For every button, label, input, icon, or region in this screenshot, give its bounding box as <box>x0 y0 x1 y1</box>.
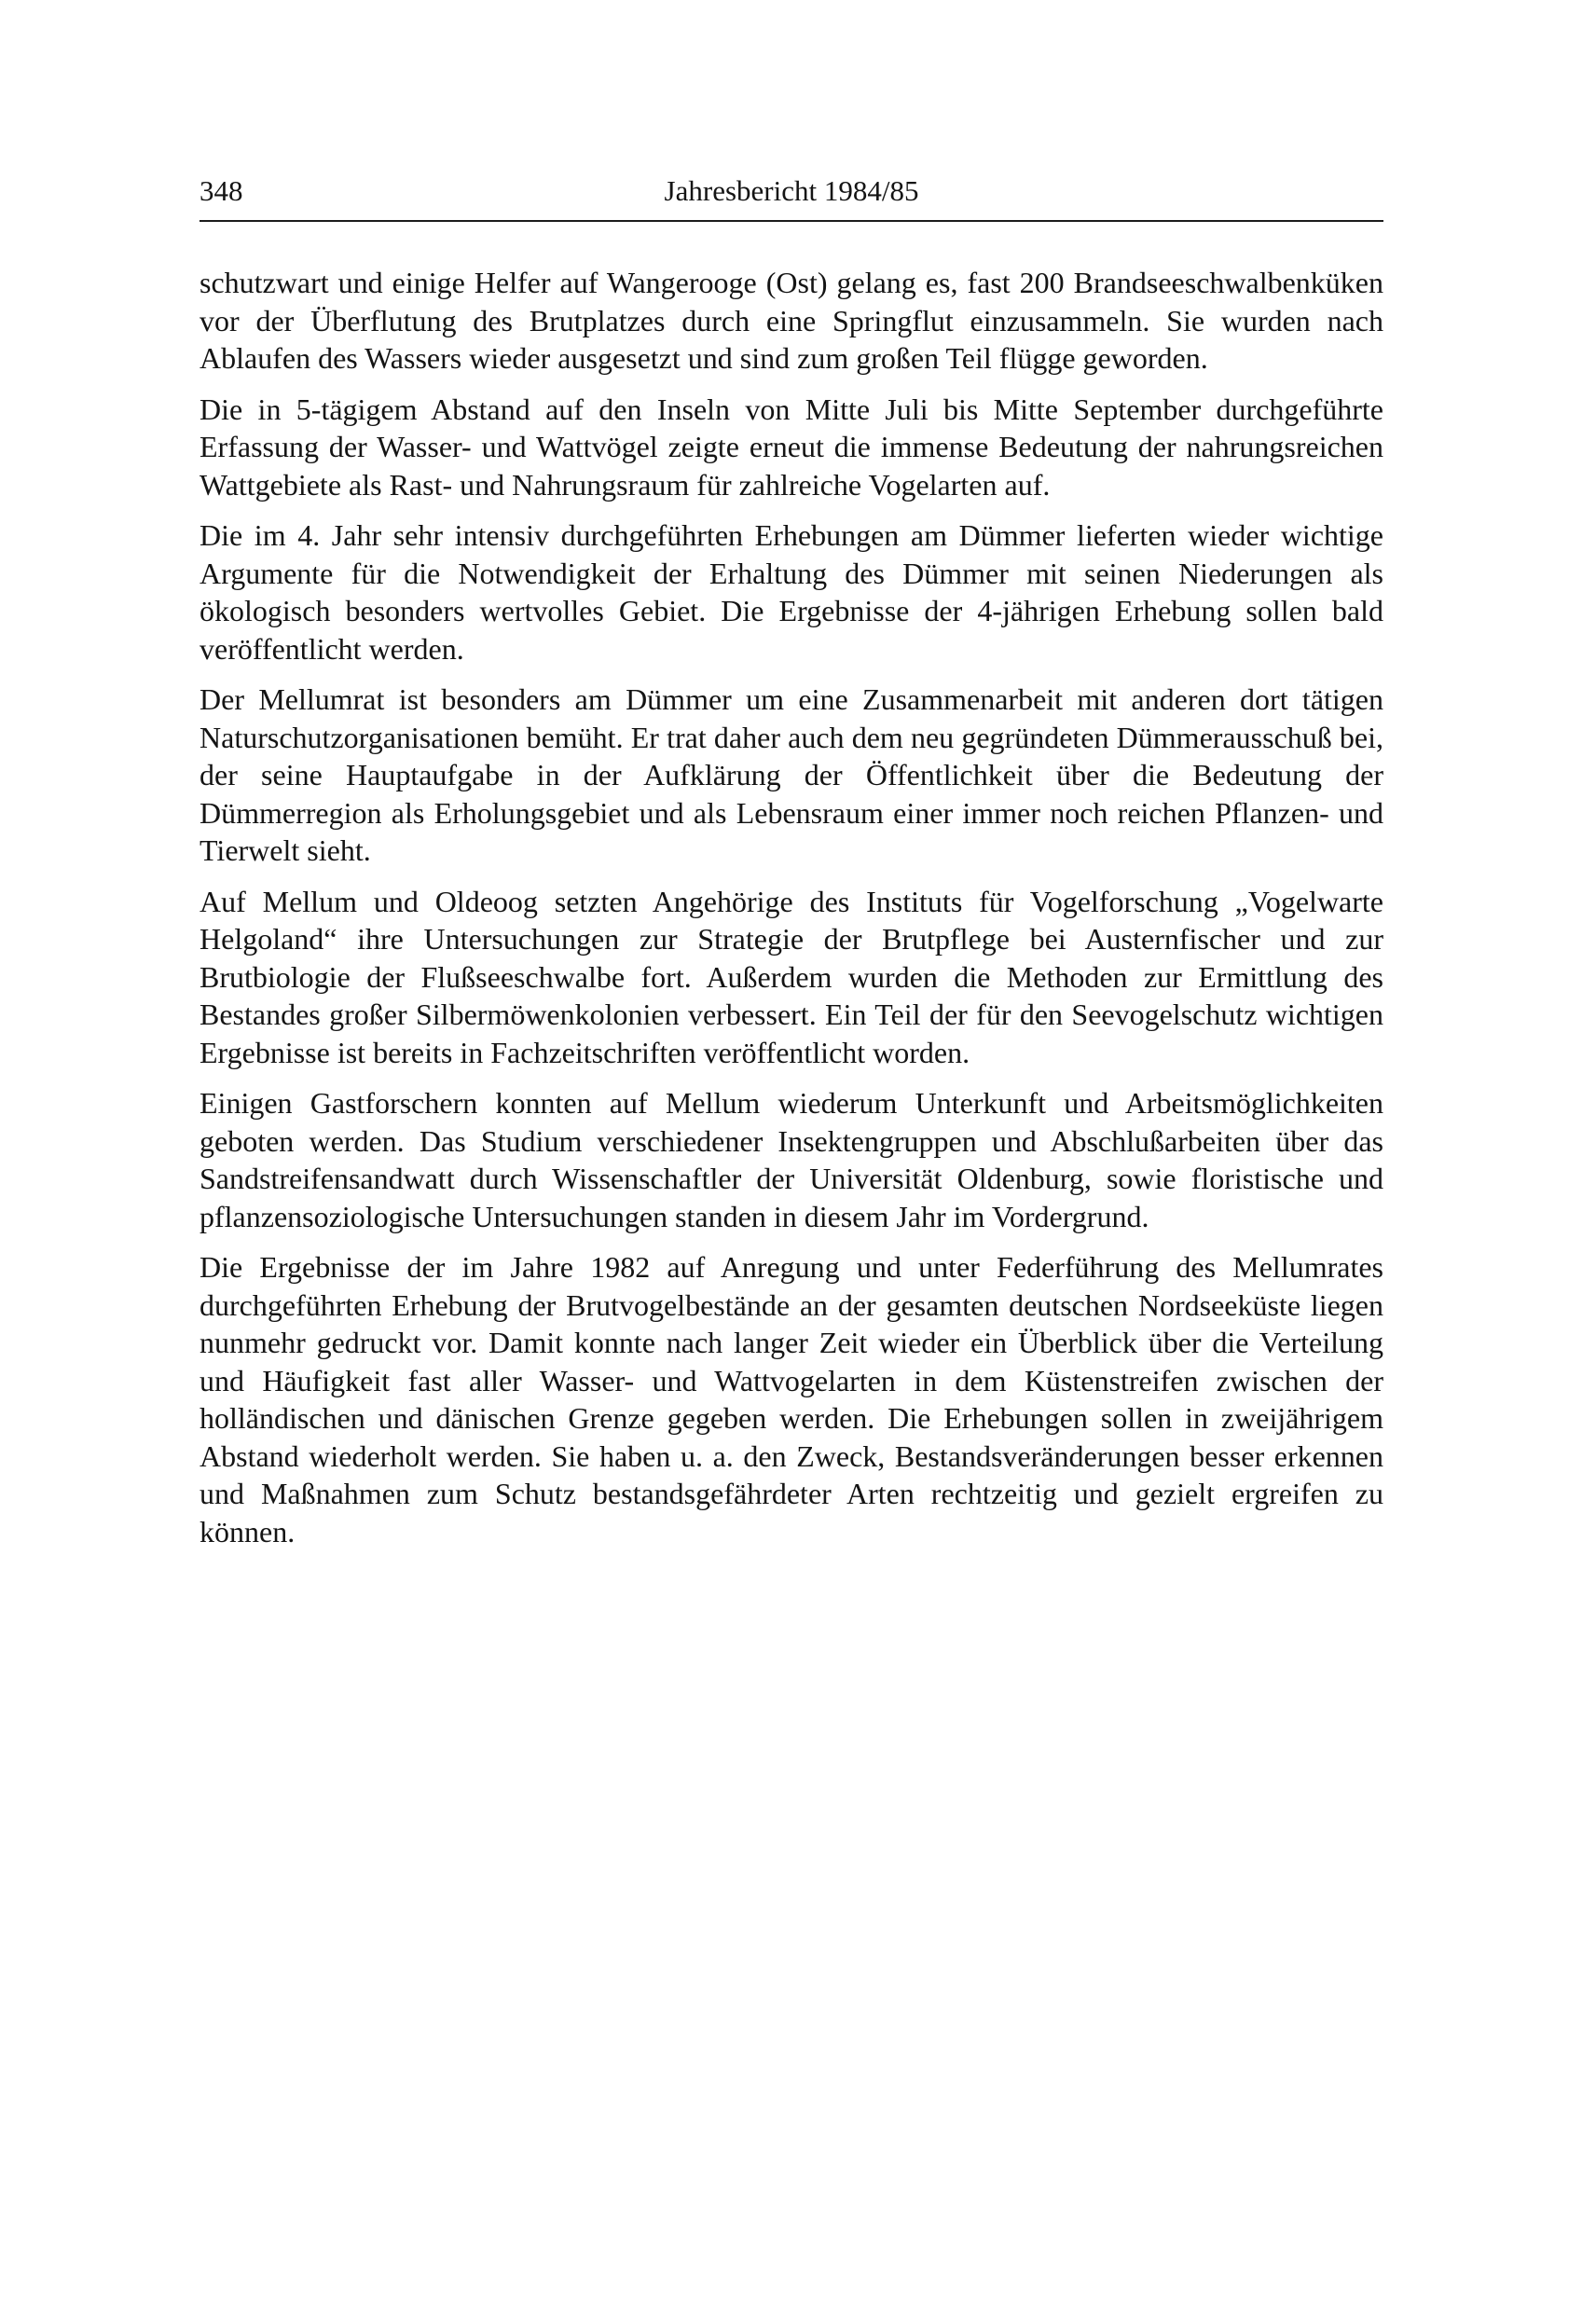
paragraph: Einigen Gastforschern konnten auf Mellum wiederum Unterkunft und Arbeitsmöglichkeiten geboten werden. Das Studium verschiedener Insektengruppen und Abschlußarbeiten über das Sandstreifensandwatt durch Wissenschaftler der Universität Oldenburg, sowie floristische und pflanzensoziologische Untersuchungen standen in diesem Jahr im Vordergrund. <box>200 1086 1383 1233</box>
paragraph: Auf Mellum und Oldeoog setzten Angehörige des Instituts für Vogelforschung „Vogelwarte Helgoland“ ihre Untersuchungen zur Strategie der Brutpflege bei Austernfischer und zur Brutbiologie der Flußseeschwalbe fort. Außerdem wurden die Methoden zur Ermittlung des Bestandes großer Silbermöwenkolonien verbessert. Ein Teil der für den Seevogelschutz wichtigen Ergebnisse ist bereits in Fachzeitschriften veröffentlicht worden. <box>200 884 1383 1069</box>
page-number: 348 <box>200 174 243 207</box>
paragraph: schutzwart und einige Helfer auf Wangerooge (Ost) gelang es, fast 200 Brandseeschwalbenküken vor der Überflutung des Brutplatzes durch eine Springflut einzusammeln. Sie wurden nach Ablaufen des Wassers wieder ausgesetzt und sind zum großen Teil flügge geworden. <box>200 266 1383 375</box>
page-header <box>200 173 1383 220</box>
paragraph: Die Ergebnisse der im Jahre 1982 auf Anregung und unter Federführung des Mellumrates durchgeführten Erhebung der Brutvogelbestände an der gesamten deutschen Nordseeküste liegen nunmehr gedruckt vor. Damit konnte nach langer Zeit wieder ein Überblick über die Verteilung und Häufigkeit fast aller Wasser- und Wattvogelarten in dem Küstenstreifen zwischen der holländischen und dänischen Grenze gegeben werden. Die Erhebungen sollen in zweijährigem Abstand wiederholt werden. Sie haben u. a. den Zweck, Bestandsveränderungen besser erkennen und Maßnahmen zum Schutz bestandsgefährdeter Arten rechtzeitig und gezielt ergreifen zu können. <box>200 1250 1383 1548</box>
paragraph: Der Mellumrat ist besonders am Dümmer um eine Zusammenarbeit mit anderen dort tätigen Naturschutzorganisationen bemüht. Er trat daher auch dem neu gegründeten Dümmerausschuß bei, der seine Hauptaufgabe in der Aufklärung der Öffentlichkeit über die Bedeutung der Dümmerregion als Erholungsgebiet und als Lebensraum einer immer noch reichen Pflanzen- und Tierwelt sieht. <box>200 682 1383 867</box>
running-head: Jahresbericht 1984/85 <box>664 174 919 207</box>
header-rule <box>200 220 1383 222</box>
body-text <box>200 264 1383 1563</box>
paragraph: Die im 4. Jahr sehr intensiv durchgeführten Erhebungen am Dümmer lieferten wieder wichtige Argumente für die Notwendigkeit der Erhaltung des Dümmer mit seinen Niederungen als ökologisch besonders wertvolles Gebiet. Die Ergebnisse der 4-jährigen Erhebung sollen bald veröffentlicht werden. <box>200 518 1383 666</box>
paragraph: Die in 5-tägigem Abstand auf den Inseln von Mitte Juli bis Mitte September durchgeführte Erfassung der Wasser- und Wattvögel zeigte erneut die immense Bedeutung der nahrungsreichen Wattgebiete als Rast- und Nahrungsraum für zahlreiche Vogelarten auf. <box>200 392 1383 502</box>
